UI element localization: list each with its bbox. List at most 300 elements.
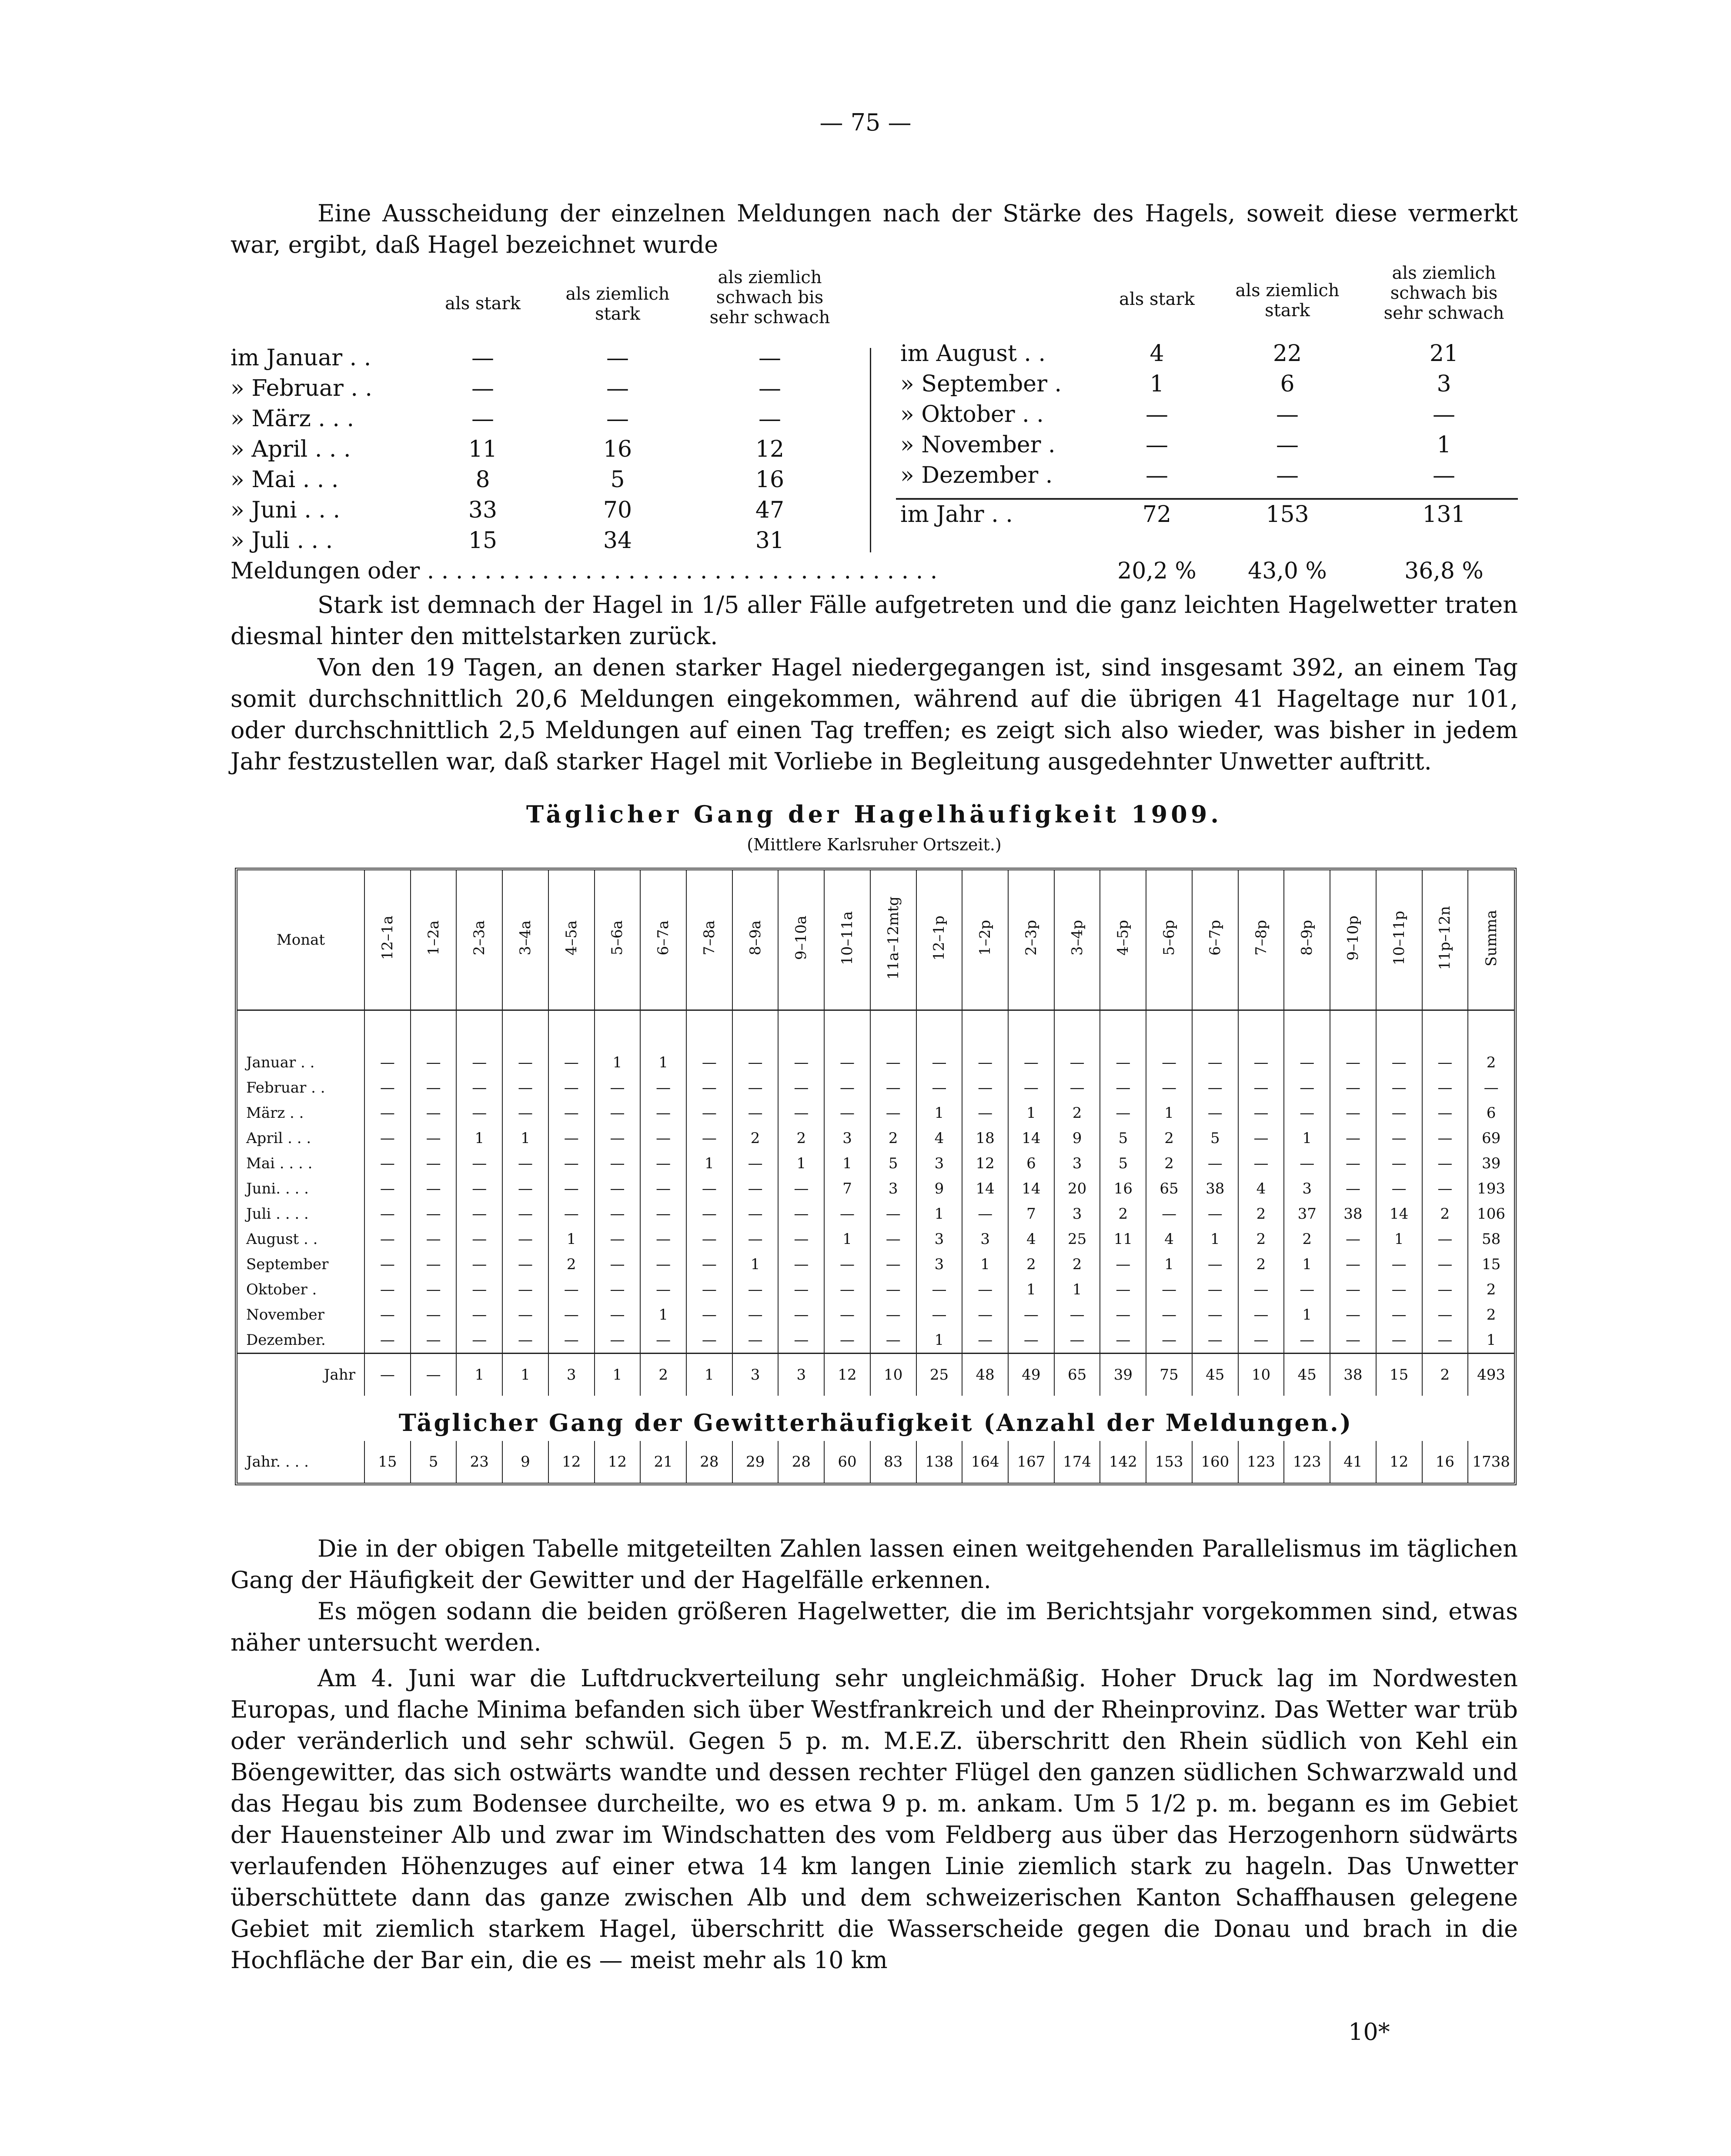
- intensity-year-value: 131: [1422, 501, 1466, 528]
- hail-hour-header: [1192, 870, 1238, 1010]
- hail-cell: —: [686, 1227, 732, 1252]
- hail-cell: —: [1146, 1327, 1192, 1354]
- hail-cell: —: [1146, 1201, 1192, 1227]
- hail-cell: —: [686, 1252, 732, 1277]
- hail-cell: —: [778, 1277, 824, 1302]
- hail-cell: —: [870, 1327, 916, 1354]
- hail-cell: 2: [1054, 1252, 1100, 1277]
- hail-cell: 1: [686, 1354, 732, 1396]
- hail-cell: —: [962, 1327, 1008, 1354]
- hail-cell: —: [1192, 1302, 1238, 1327]
- hail-cell: —: [411, 1100, 457, 1126]
- hail-cell: 1: [1054, 1277, 1100, 1302]
- hail-cell: —: [870, 1302, 916, 1327]
- hail-cell: —: [916, 1277, 962, 1302]
- intensity-value: —: [606, 406, 629, 432]
- storm-cell: 123: [1284, 1441, 1330, 1483]
- hail-cell: —: [824, 1252, 870, 1277]
- hail-cell: 65: [1054, 1354, 1100, 1396]
- hail-month-label: Februar . .: [246, 1079, 325, 1096]
- hail-cell: —: [1100, 1075, 1146, 1100]
- hail-spacer-cell: [824, 1010, 870, 1050]
- storm-row-label: Jahr. . . .: [246, 1453, 309, 1471]
- hail-hour-header: [962, 870, 1008, 1010]
- hail-cell: 3: [916, 1151, 962, 1176]
- hail-cell: —: [640, 1277, 686, 1302]
- hail-cell: —: [364, 1277, 411, 1302]
- hail-cell: 2: [778, 1126, 824, 1151]
- hail-cell: —: [824, 1327, 870, 1354]
- hail-cell: 10: [870, 1354, 916, 1396]
- hail-cell: 1: [916, 1201, 962, 1227]
- hail-cell: 1: [502, 1126, 548, 1151]
- hail-cell: —: [1054, 1327, 1100, 1354]
- hail-cell: —: [1008, 1050, 1054, 1075]
- hail-cell: —: [364, 1302, 411, 1327]
- storm-cell: 142: [1100, 1441, 1146, 1483]
- hail-table-frame: [235, 868, 1517, 1485]
- hail-cell: —: [824, 1277, 870, 1302]
- hail-hour-header: [686, 870, 732, 1010]
- storm-cell: 83: [870, 1441, 916, 1483]
- hail-cell: 7: [824, 1176, 870, 1201]
- hail-cell: —: [456, 1327, 502, 1354]
- hail-cell: —: [778, 1252, 824, 1277]
- hail-month-row: [237, 1176, 1514, 1201]
- hail-cell: —: [1376, 1302, 1422, 1327]
- hail-cell: 39: [1100, 1354, 1146, 1396]
- hail-cell: —: [1422, 1252, 1468, 1277]
- hail-cell: —: [1422, 1302, 1468, 1327]
- hail-cell: —: [502, 1227, 548, 1252]
- hail-cell: 25: [916, 1354, 962, 1396]
- hail-cell: —: [732, 1050, 779, 1075]
- hail-cell: —: [411, 1201, 457, 1227]
- hail-table-title: Täglicher Gang der Hagelhäufigkeit 1909.: [526, 800, 1223, 828]
- hail-cell: —: [1238, 1302, 1284, 1327]
- hail-cell: —: [1376, 1327, 1422, 1354]
- hail-cell: 1: [1284, 1302, 1330, 1327]
- hail-month-label: September: [246, 1256, 329, 1273]
- hail-hour-label: 3–4a: [517, 920, 534, 956]
- hail-cell: —: [364, 1327, 411, 1354]
- hail-cell: 1: [640, 1302, 686, 1327]
- hail-cell: —: [870, 1252, 916, 1277]
- hail-hour-label: 8–9a: [746, 920, 764, 956]
- hail-cell: 9: [1054, 1126, 1100, 1151]
- hail-cell: —: [502, 1100, 548, 1126]
- hail-cell: —: [1192, 1100, 1238, 1126]
- hail-cell: —: [411, 1126, 457, 1151]
- intensity-value: —: [606, 345, 629, 371]
- hail-cell: 2: [548, 1252, 595, 1277]
- hail-cell: 493: [1468, 1354, 1514, 1396]
- hail-cell: —: [640, 1227, 686, 1252]
- storm-cell: 174: [1054, 1441, 1100, 1483]
- hail-cell: 20: [1054, 1176, 1100, 1201]
- hail-spacer-cell: [1192, 1010, 1238, 1050]
- left-header-strong: als stark: [445, 294, 521, 314]
- hail-cell: —: [1100, 1050, 1146, 1075]
- hail-cell: —: [1146, 1050, 1192, 1075]
- hail-cell: —: [595, 1126, 641, 1151]
- hail-cell: —: [732, 1327, 779, 1354]
- storm-cell: 28: [686, 1441, 732, 1483]
- hail-spacer-row: [237, 1010, 1514, 1050]
- hail-hour-header: [640, 870, 686, 1010]
- storm-cell: 29: [732, 1441, 779, 1483]
- intensity-value: —: [1146, 462, 1168, 488]
- hail-cell: —: [732, 1201, 779, 1227]
- hail-hour-header: [548, 870, 595, 1010]
- hail-month-row: [237, 1075, 1514, 1100]
- hail-spacer-cell: [1146, 1010, 1192, 1050]
- hail-spacer-cell: [1422, 1010, 1468, 1050]
- hail-hour-header: [595, 870, 641, 1010]
- hail-cell: —: [1100, 1327, 1146, 1354]
- hail-cell: 38: [1330, 1201, 1376, 1227]
- hail-cell: 2: [1284, 1227, 1330, 1252]
- hail-hour-header: [456, 870, 502, 1010]
- hail-hour-label: 8–9p: [1298, 920, 1316, 956]
- hail-cell: —: [456, 1227, 502, 1252]
- hail-cell: —: [962, 1100, 1008, 1126]
- hail-month-row: [237, 1100, 1514, 1126]
- hail-cell: 2: [1422, 1201, 1468, 1227]
- hail-cell: —: [686, 1050, 732, 1075]
- intensity-value: 11: [468, 436, 498, 462]
- hail-month-label: Dezember.: [246, 1331, 326, 1349]
- hail-cell: —: [1238, 1126, 1284, 1151]
- hail-cell: —: [1100, 1252, 1146, 1277]
- hail-month-row: [237, 1277, 1514, 1302]
- body-paragraphs-top: [231, 589, 1518, 777]
- hail-cell: 2: [1100, 1201, 1146, 1227]
- hail-cell: —: [1422, 1075, 1468, 1100]
- hail-hour-header: [1238, 870, 1284, 1010]
- hail-spacer-cell: [732, 1010, 779, 1050]
- intensity-value: 8: [475, 467, 490, 493]
- hail-cell: —: [778, 1302, 824, 1327]
- hail-cell: —: [456, 1201, 502, 1227]
- hail-cell: —: [456, 1252, 502, 1277]
- hail-cell: —: [640, 1176, 686, 1201]
- hail-cell: —: [502, 1050, 548, 1075]
- storm-cell: 9: [502, 1441, 548, 1483]
- intensity-year-label: im Jahr . .: [900, 501, 1013, 528]
- hail-cell: 3: [1054, 1201, 1100, 1227]
- hail-spacer-cell: [1330, 1010, 1376, 1050]
- hail-cell: —: [640, 1252, 686, 1277]
- hail-hour-label: 4–5a: [562, 920, 580, 956]
- hail-cell: —: [1330, 1050, 1376, 1075]
- intensity-month-label: » März . . .: [231, 406, 354, 432]
- hail-cell: —: [870, 1201, 916, 1227]
- hail-cell: 1: [1284, 1126, 1330, 1151]
- hail-hour-label: 11a–12mtg: [884, 896, 902, 980]
- hail-cell: 69: [1468, 1126, 1514, 1151]
- hail-cell: 3: [962, 1227, 1008, 1252]
- hail-cell: 3: [1284, 1176, 1330, 1201]
- hail-cell: —: [1330, 1075, 1376, 1100]
- right-header-weak: als ziemlich schwach bis sehr schwach: [1383, 263, 1504, 323]
- intensity-value: —: [606, 375, 629, 401]
- hail-month-label: Januar . .: [246, 1054, 315, 1071]
- hail-cell: —: [1054, 1075, 1100, 1100]
- right-header-strong: als stark: [1119, 289, 1195, 309]
- intensity-value: 16: [603, 436, 632, 462]
- intensity-value: 1: [1150, 371, 1164, 397]
- hail-cell: —: [1238, 1327, 1284, 1354]
- hail-cell: —: [456, 1302, 502, 1327]
- hail-cell: 3: [824, 1126, 870, 1151]
- hail-cell: 1: [1376, 1227, 1422, 1252]
- hail-hour-header: [1008, 870, 1054, 1010]
- hail-cell: —: [595, 1302, 641, 1327]
- hail-hour-label: 10–11a: [839, 911, 856, 965]
- hail-cell: —: [595, 1151, 641, 1176]
- hail-cell: 1: [732, 1252, 779, 1277]
- intensity-value: —: [759, 375, 781, 401]
- hail-cell: —: [1422, 1151, 1468, 1176]
- storm-cell: 21: [640, 1441, 686, 1483]
- hail-cell: 12: [824, 1354, 870, 1396]
- hail-cell: 49: [1008, 1354, 1054, 1396]
- intensity-divider: [870, 348, 871, 552]
- hail-hour-header: [1054, 870, 1100, 1010]
- hail-cell: —: [824, 1100, 870, 1126]
- hail-hour-label: 12–1a: [378, 916, 396, 960]
- hail-cell: —: [732, 1151, 779, 1176]
- hail-cell: —: [1422, 1327, 1468, 1354]
- hail-cell: 16: [1100, 1176, 1146, 1201]
- hail-cell: 2: [870, 1126, 916, 1151]
- hail-cell: 6: [1008, 1151, 1054, 1176]
- intensity-value: 21: [1429, 341, 1459, 367]
- hail-cell: 1: [1468, 1327, 1514, 1354]
- hail-cell: —: [456, 1100, 502, 1126]
- hail-month-label: Jahr: [237, 1354, 364, 1396]
- hail-cell: —: [686, 1176, 732, 1201]
- hail-cell: 1: [824, 1151, 870, 1176]
- hail-month-label: August . .: [246, 1230, 318, 1248]
- hail-cell: —: [364, 1126, 411, 1151]
- hail-hour-header: [870, 870, 916, 1010]
- hail-cell: —: [1238, 1075, 1284, 1100]
- storm-cell: 12: [595, 1441, 641, 1483]
- storm-frequency-table: [237, 1441, 1514, 1483]
- intensity-value: 31: [755, 528, 785, 554]
- hail-hour-header: [502, 870, 548, 1010]
- hail-month-label: April . . .: [246, 1130, 311, 1147]
- intensity-value: 15: [468, 528, 498, 554]
- hail-cell: —: [1376, 1252, 1422, 1277]
- hail-cell: —: [1376, 1126, 1422, 1151]
- hail-cell: 39: [1468, 1151, 1514, 1176]
- hail-cell: —: [1376, 1277, 1422, 1302]
- intensity-value: —: [471, 375, 494, 401]
- hail-cell: —: [686, 1075, 732, 1100]
- intensity-table: [231, 263, 1518, 589]
- hail-spacer-cell: [778, 1010, 824, 1050]
- hail-cell: —: [411, 1327, 457, 1354]
- hail-cell: 193: [1468, 1176, 1514, 1201]
- hail-cell: —: [778, 1100, 824, 1126]
- hail-hour-header: [1422, 870, 1468, 1010]
- hail-cell: —: [1192, 1277, 1238, 1302]
- hail-month-header: Monat: [237, 870, 364, 1010]
- hail-cell: 2: [1238, 1227, 1284, 1252]
- hail-month-label: November: [246, 1306, 324, 1324]
- hail-cell: —: [411, 1227, 457, 1252]
- hail-cell: 48: [962, 1354, 1008, 1396]
- hail-cell: —: [686, 1126, 732, 1151]
- hail-cell: 10: [1238, 1354, 1284, 1396]
- hail-cell: —: [640, 1201, 686, 1227]
- hail-spacer-cell: [1376, 1010, 1422, 1050]
- hail-cell: 14: [1008, 1176, 1054, 1201]
- hail-cell: —: [640, 1327, 686, 1354]
- hail-cell: —: [364, 1252, 411, 1277]
- hail-cell: —: [502, 1176, 548, 1201]
- hail-cell: —: [1192, 1327, 1238, 1354]
- hail-cell: 2: [1238, 1252, 1284, 1277]
- intensity-value: —: [1276, 401, 1299, 428]
- hail-month-row: [237, 1327, 1514, 1354]
- hail-cell: 1: [640, 1050, 686, 1075]
- storm-cell: 12: [1376, 1441, 1422, 1483]
- paragraph-parallelism: Die in der obigen Tabelle mitgeteilten Zahlen lassen einen weitgehenden Parallelismus im täglichen Gang der Häufigkeit der Gewitter und der Hagelfälle erkennen.: [231, 1535, 1518, 1594]
- hail-table-subtitle: (Mittlere Karlsruher Ortszeit.): [747, 835, 1002, 854]
- hail-cell: —: [411, 1050, 457, 1075]
- hail-cell: —: [778, 1176, 824, 1201]
- hail-cell: —: [1192, 1201, 1238, 1227]
- hail-cell: —: [686, 1302, 732, 1327]
- hail-cell: 5: [1100, 1126, 1146, 1151]
- hail-cell: —: [364, 1151, 411, 1176]
- hail-cell: —: [640, 1151, 686, 1176]
- intensity-value: 70: [603, 497, 632, 523]
- hail-spacer-cell: [916, 1010, 962, 1050]
- intensity-value: —: [1146, 401, 1168, 428]
- hail-cell: —: [595, 1327, 641, 1354]
- hail-cell: 65: [1146, 1176, 1192, 1201]
- storm-cell: 23: [456, 1441, 502, 1483]
- hail-cell: —: [1238, 1100, 1284, 1126]
- hail-cell: 1: [962, 1252, 1008, 1277]
- hail-cell: —: [364, 1354, 411, 1396]
- hail-hour-header: [1330, 870, 1376, 1010]
- hail-cell: —: [1422, 1126, 1468, 1151]
- hail-cell: —: [502, 1277, 548, 1302]
- hail-cell: 2: [1422, 1354, 1468, 1396]
- hail-cell: 11: [1100, 1227, 1146, 1252]
- hail-cell: —: [1330, 1151, 1376, 1176]
- hail-cell: —: [1284, 1277, 1330, 1302]
- intensity-month-label: im Januar . .: [231, 345, 371, 371]
- hail-hour-header: [1468, 870, 1514, 1010]
- hail-cell: —: [1054, 1050, 1100, 1075]
- hail-cell: —: [778, 1201, 824, 1227]
- hail-spacer-cell: [1008, 1010, 1054, 1050]
- hail-cell: 18: [962, 1126, 1008, 1151]
- hail-cell: —: [595, 1201, 641, 1227]
- intensity-month-label: » Juli . . .: [231, 528, 333, 554]
- hail-cell: —: [1330, 1252, 1376, 1277]
- storm-cell: 41: [1330, 1441, 1376, 1483]
- hail-spacer-cell: [502, 1010, 548, 1050]
- hail-cell: —: [595, 1252, 641, 1277]
- hail-cell: —: [962, 1201, 1008, 1227]
- hail-cell: 1: [824, 1227, 870, 1252]
- hail-cell: —: [548, 1126, 595, 1151]
- hail-cell: 1: [686, 1151, 732, 1176]
- hail-cell: 38: [1330, 1354, 1376, 1396]
- hail-cell: —: [778, 1227, 824, 1252]
- hail-cell: —: [824, 1075, 870, 1100]
- hail-cell: —: [502, 1151, 548, 1176]
- hail-cell: —: [824, 1201, 870, 1227]
- hail-cell: —: [595, 1176, 641, 1201]
- paragraph-june-4: Am 4. Juni war die Luftdruckverteilung sehr ungleichmäßig. Hoher Druck lag im Nordwesten Europas, und flache Minima befanden sich über Westfrankreich und der Rheinprovinz. Das Wetter war trüb oder veränderlich und sehr schwül. Gegen 5 p. m. M.E.Z. überschritt den Rhein südlich von Kehl ein Böengewitter, das sich ostwärts wandte und dessen rechter Flügel den ganzen südlichen Schwarzwald und das Hegau bis zum Bodensee durcheilte, wo es etwa 9 p. m. ankam. Um 5 1/2 p. m. begann es im Gebiet der Hauensteiner Alb und zwar im Windschatten des vom Feldberg aus über das Herzogenhorn südwärts verlaufenden Höhenzuges auf einer etwa 14 km langen Linie ziemlich stark zu hageln. Das Unwetter überschüttete dann das ganze zwischen Alb und dem schweizerischen Kanton Schaffhausen gelegene Gebiet mit ziemlich starkem Hagel, überschritt die Wasserscheide gegen die Donau und brach in die Hochfläche der Bar ein, die es — meist mehr als 10 km: [231, 1665, 1518, 1974]
- storm-cell: 164: [962, 1441, 1008, 1483]
- hail-cell: 3: [1054, 1151, 1100, 1176]
- paragraph-fraction: Stark ist demnach der Hagel in 1/5 aller Fälle aufgetreten und die ganz leichten Hagelwetter traten diesmal hinter den mittelstarken zurück.: [231, 591, 1518, 650]
- hail-spacer-cell: [962, 1010, 1008, 1050]
- hail-cell: 1: [595, 1354, 641, 1396]
- hail-hour-header: [916, 870, 962, 1010]
- hail-spacer-cell: [595, 1010, 641, 1050]
- intensity-value: 6: [1280, 371, 1295, 397]
- hail-frequency-table: [237, 870, 1514, 1396]
- hail-spacer-cell: [364, 1010, 411, 1050]
- hail-cell: —: [1376, 1075, 1422, 1100]
- hail-cell: —: [1422, 1277, 1468, 1302]
- hail-hour-label: 10–11p: [1390, 910, 1408, 966]
- hail-cell: 2: [1468, 1277, 1514, 1302]
- hail-cell: —: [962, 1050, 1008, 1075]
- intensity-value: —: [1433, 462, 1455, 488]
- hail-cell: —: [778, 1327, 824, 1354]
- hail-cell: 4: [1008, 1227, 1054, 1252]
- hail-spacer-cell: [870, 1010, 916, 1050]
- hail-cell: —: [824, 1050, 870, 1075]
- hail-hour-header: [732, 870, 779, 1010]
- hail-cell: 2: [1468, 1302, 1514, 1327]
- left-header-fairly-strong: als ziemlich stark: [565, 284, 670, 324]
- hail-hour-label: 1–2p: [976, 920, 994, 956]
- hail-cell: —: [1422, 1050, 1468, 1075]
- hail-cell: —: [595, 1227, 641, 1252]
- hail-cell: 3: [732, 1354, 779, 1396]
- hail-cell: 4: [1238, 1176, 1284, 1201]
- hail-cell: —: [916, 1302, 962, 1327]
- hail-cell: 1: [916, 1327, 962, 1354]
- hail-month-label: März . .: [246, 1104, 304, 1122]
- intensity-year-value: 153: [1266, 501, 1309, 528]
- hail-cell: 58: [1468, 1227, 1514, 1252]
- intensity-value: 34: [603, 528, 632, 554]
- intensity-share-label: Meldungen oder . . . . . . . . . . . . . . . . . . . . . . . . . . . . . . . . . . . .: [231, 558, 938, 584]
- hail-cell: 5: [1100, 1151, 1146, 1176]
- hail-hour-label: 7–8p: [1252, 920, 1270, 956]
- hail-cell: 2: [1146, 1126, 1192, 1151]
- hail-cell: —: [411, 1302, 457, 1327]
- hail-hour-label: 9–10a: [792, 916, 810, 960]
- hail-cell: —: [364, 1050, 411, 1075]
- intro-paragraph: [231, 198, 1518, 261]
- hail-cell: —: [1330, 1277, 1376, 1302]
